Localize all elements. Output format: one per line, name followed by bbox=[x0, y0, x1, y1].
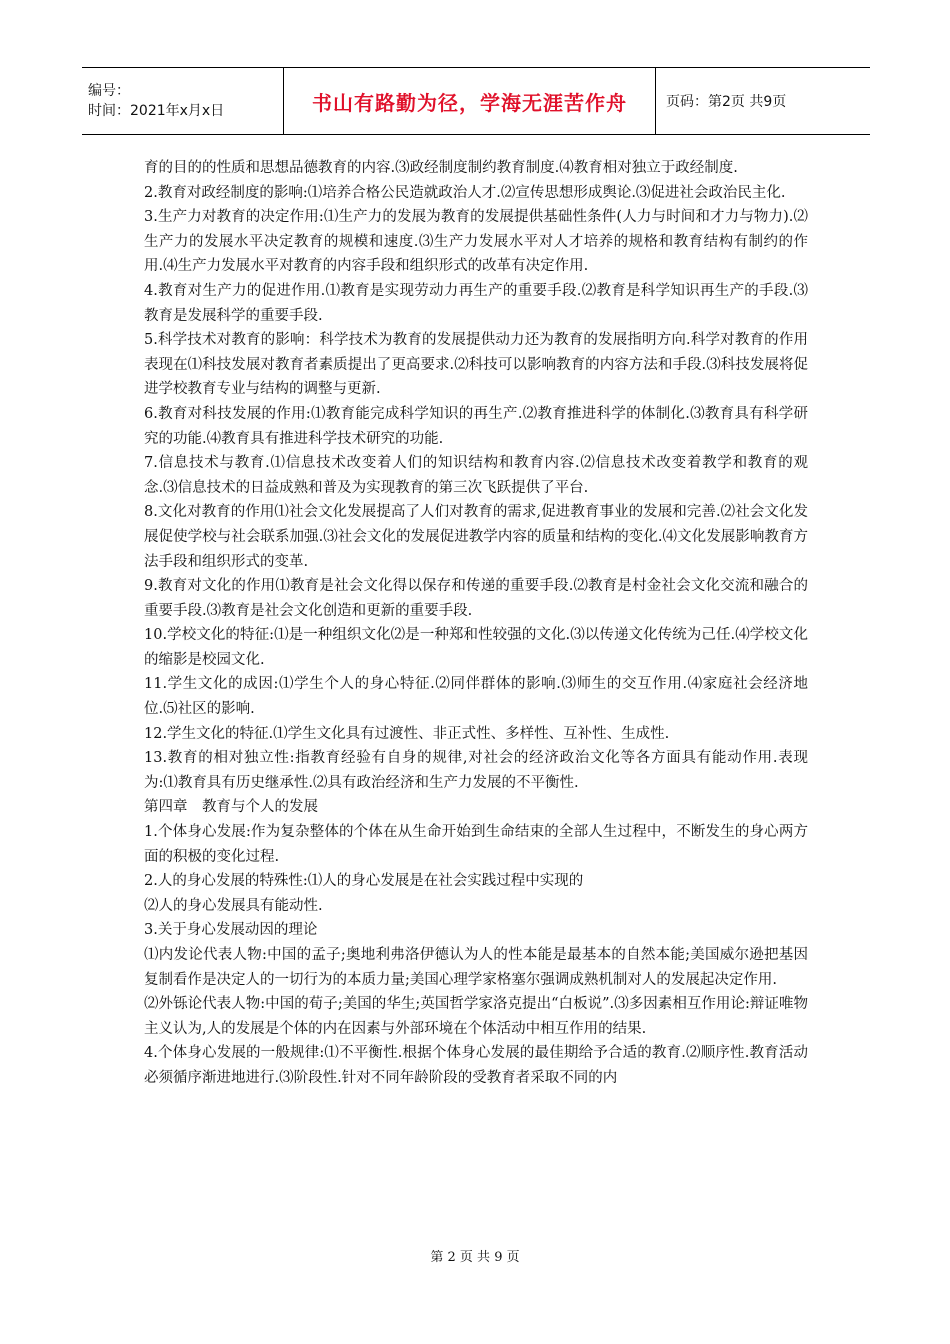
paragraph: 3.生产力对教育的决定作用:⑴生产力的发展为教育的发展提供基础性条件(人力与时间和才力与物力).⑵生产力的发展水平决定教育的规模和速度.⑶生产力发展水平对人才培养的规格和教育结构有制约的作用.⑷生产力发展水平对教育的内容手段和组织形式的改革有决定作用. bbox=[144, 209, 808, 275]
paragraph: 11.学生文化的成因:⑴学生个人的身心特征.⑵同伴群体的影响.⑶师生的交互作用.⑷家庭社会经济地位.⑸社区的影响. bbox=[144, 676, 808, 718]
paragraph: 7.信息技术与教育.⑴信息技术改变着人们的知识结构和教育内容.⑵信息技术改变着教学和教育的观念.⑶信息技术的日益成熟和普及为实现教育的第三次飞跃提供了平台. bbox=[144, 455, 808, 496]
paragraph: ⑵人的身心发展具有能动性. bbox=[144, 897, 323, 914]
header-motto-cell bbox=[284, 68, 656, 134]
paragraph: ⑵外铄论代表人物:中国的荀子;美国的华生;英国哲学家洛克提出“白板说”.⑶多因素相互作用论:辩证唯物主义认为,人的发展是个体的内在因素与外部环境在个体活动中相互作用的结果. bbox=[144, 996, 808, 1037]
page-header bbox=[82, 67, 870, 135]
document-date: 时间：2021年x月x日 bbox=[88, 103, 225, 119]
header-page-number: 页码：第2页 共9页 bbox=[666, 94, 787, 110]
paragraph: 1.个体身心发展:作为复杂整体的个体在从生命开始到生命结束的全部人生过程中，不断发生的身心两方面的积极的变化过程. bbox=[144, 824, 808, 865]
paragraph: 6.教育对科技发展的作用:⑴教育能完成科学知识的再生产.⑵教育推进科学的体制化.⑶教育具有科学研究的功能.⑷教育具有推进科学技术研究的功能. bbox=[144, 405, 808, 447]
paragraph: 2.人的身心发展的特殊性:⑴人的身心发展是在社会实践过程中实现的 bbox=[144, 873, 584, 890]
paragraph: 9.教育对文化的作用⑴教育是社会文化得以保存和传递的重要手段.⑵教育是村金社会文化交流和融合的重要手段.⑶教育是社会文化创造和更新的重要手段. bbox=[144, 578, 808, 619]
paragraph: ⑴内发论代表人物:中国的孟子;奥地利弗洛伊德认为人的性本能是最基本的自然本能;美国威尔逊把基因复制看作是决定人的一切行为的本质力量;美国心理学家格塞尔强调成熟机制对人的发展起决定作用. bbox=[144, 947, 808, 988]
document-number: 编号： bbox=[88, 83, 130, 99]
paragraph: 4.个体身心发展的一般规律:⑴不平衡性.根据个体身心发展的最佳期给予合适的教育.⑵顺序性.教育活动必须循序渐进地进行.⑶阶段性.针对不同年龄阶段的受教育者采取不同的内 bbox=[144, 1045, 808, 1086]
paragraph: 2.教育对政经制度的影响:⑴培养合格公民造就政治人才.⑵宣传思想形成舆论.⑶促进社会政治民主化. bbox=[144, 184, 786, 201]
paragraph: 12.学生文化的特征.⑴学生文化具有过渡性、非正式性、多样性、互补性、生成性. bbox=[144, 725, 670, 742]
paragraph: 育的目的的性质和思想品德教育的内容.⑶政经制度制约教育制度.⑷教育相对独立于政经制度. bbox=[144, 160, 738, 176]
chapter-heading: 第四章 教育与个人的发展 bbox=[144, 799, 318, 816]
paragraph: 5.科学技术对教育的影响：科学技术为教育的发展提供动力还为教育的发展指明方向.科学对教育的作用表现在⑴科技发展对教育者素质提出了更高要求.⑵科技可以影响教育的内容方法和手段.⑶科技发展将促进学校教育专业与结构的调整与更新. bbox=[144, 332, 808, 398]
paragraph: 13.教育的相对独立性:指教育经验有自身的规律,对社会的经济政治文化等各方面具有能动作用.表现为:⑴教育具有历史继承性.⑵具有政治经济和生产力发展的不平衡性. bbox=[144, 750, 808, 791]
page-footer: 第 2 页 共 9 页 bbox=[430, 1250, 520, 1265]
paragraph: 8.文化对教育的作用⑴社会文化发展提高了人们对教育的需求,促进教育事业的发展和完善.⑵社会文化发展促使学校与社会联系加强.⑶社会文化的发展促进教学内容的质量和结构的变化.⑷文化发展影响教育方法手段和组织形式的变革. bbox=[144, 504, 808, 570]
header-meta bbox=[82, 68, 284, 134]
paragraph: 10.学校文化的特征:⑴是一种组织文化⑵是一种郑和性较强的文化.⑶以传递文化传统为己任.⑷学校文化的缩影是校园文化. bbox=[144, 627, 808, 668]
document-body bbox=[144, 156, 808, 1091]
paragraph: 4.教育对生产力的促进作用.⑴教育是实现劳动力再生产的重要手段.⑵教育是科学知识再生产的手段.⑶教育是发展科学的重要手段. bbox=[144, 282, 808, 324]
header-page-cell bbox=[656, 68, 870, 134]
header-motto: 书山有路勤为径，学海无涯苦作舟 bbox=[312, 90, 627, 115]
paragraph: 3.关于身心发展动因的理论 bbox=[144, 922, 318, 939]
